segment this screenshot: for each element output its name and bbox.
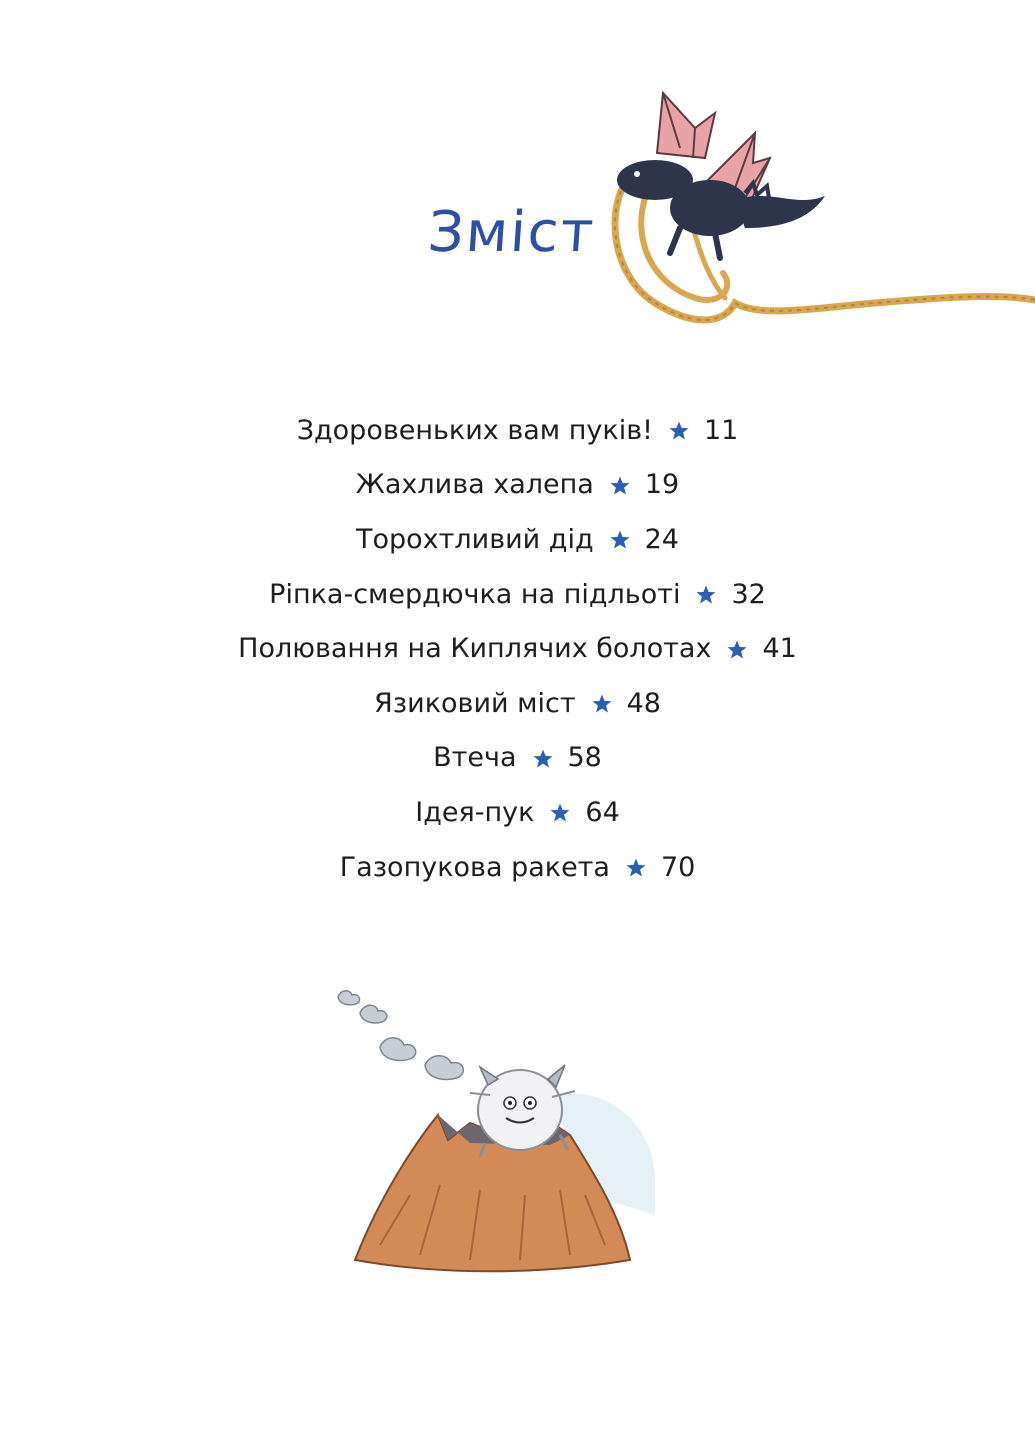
toc-entry: [0, 458, 1035, 513]
toc-entry-title: Ріпка-смердючка на підльоті: [269, 578, 681, 610]
toc-entry: [0, 403, 1035, 458]
toc-entry-title: Газопукова ракета: [339, 851, 610, 883]
star-icon: [725, 638, 749, 662]
toc-entry-page-number: 48: [626, 687, 661, 719]
toc-entry: [0, 567, 1035, 622]
star-icon: [548, 801, 572, 825]
star-icon: [667, 419, 691, 443]
star-icon: [624, 856, 648, 880]
toc-entry: [0, 840, 1035, 895]
toc-entry-title: Здоровеньких вам пуків!: [296, 414, 653, 446]
toc-entry-title: Жахлива халепа: [355, 469, 594, 501]
toc-entry: [0, 731, 1035, 786]
toc-entry-title: Язиковий міст: [374, 687, 576, 719]
star-icon: [608, 528, 632, 552]
star-icon: [531, 747, 555, 771]
star-icon: [608, 474, 632, 498]
toc-entry: [0, 676, 1035, 731]
monster-in-volcano-illustration: [320, 975, 660, 1295]
star-icon: [694, 583, 718, 607]
toc-entry-title: Торохтливий дід: [356, 523, 594, 555]
toc-entry-page-number: 11: [703, 414, 739, 446]
toc-entry-page-number: 64: [585, 796, 620, 828]
toc-entry-title: Ідея-пук: [415, 796, 535, 828]
star-icon: [590, 692, 614, 716]
page-title: Зміст: [425, 200, 598, 265]
toc-entry-page-number: 41: [762, 633, 797, 665]
toc-entry-page-number: 19: [644, 469, 680, 501]
toc-entry-page-number: 24: [644, 523, 679, 555]
toc-entry: [0, 512, 1035, 567]
toc-entry-page-number: 70: [660, 851, 696, 883]
toc-entry-page-number: 58: [567, 742, 602, 774]
toc-entry-title: Втеча: [433, 742, 517, 774]
toc-entry: [0, 621, 1035, 676]
dragon-with-rope-illustration: [585, 88, 1035, 348]
toc-entry-page-number: 32: [731, 578, 766, 610]
toc-entry: [0, 785, 1035, 840]
toc-entry-title: Полювання на Киплячих болотах: [238, 633, 712, 665]
table-of-contents: [0, 403, 1035, 894]
